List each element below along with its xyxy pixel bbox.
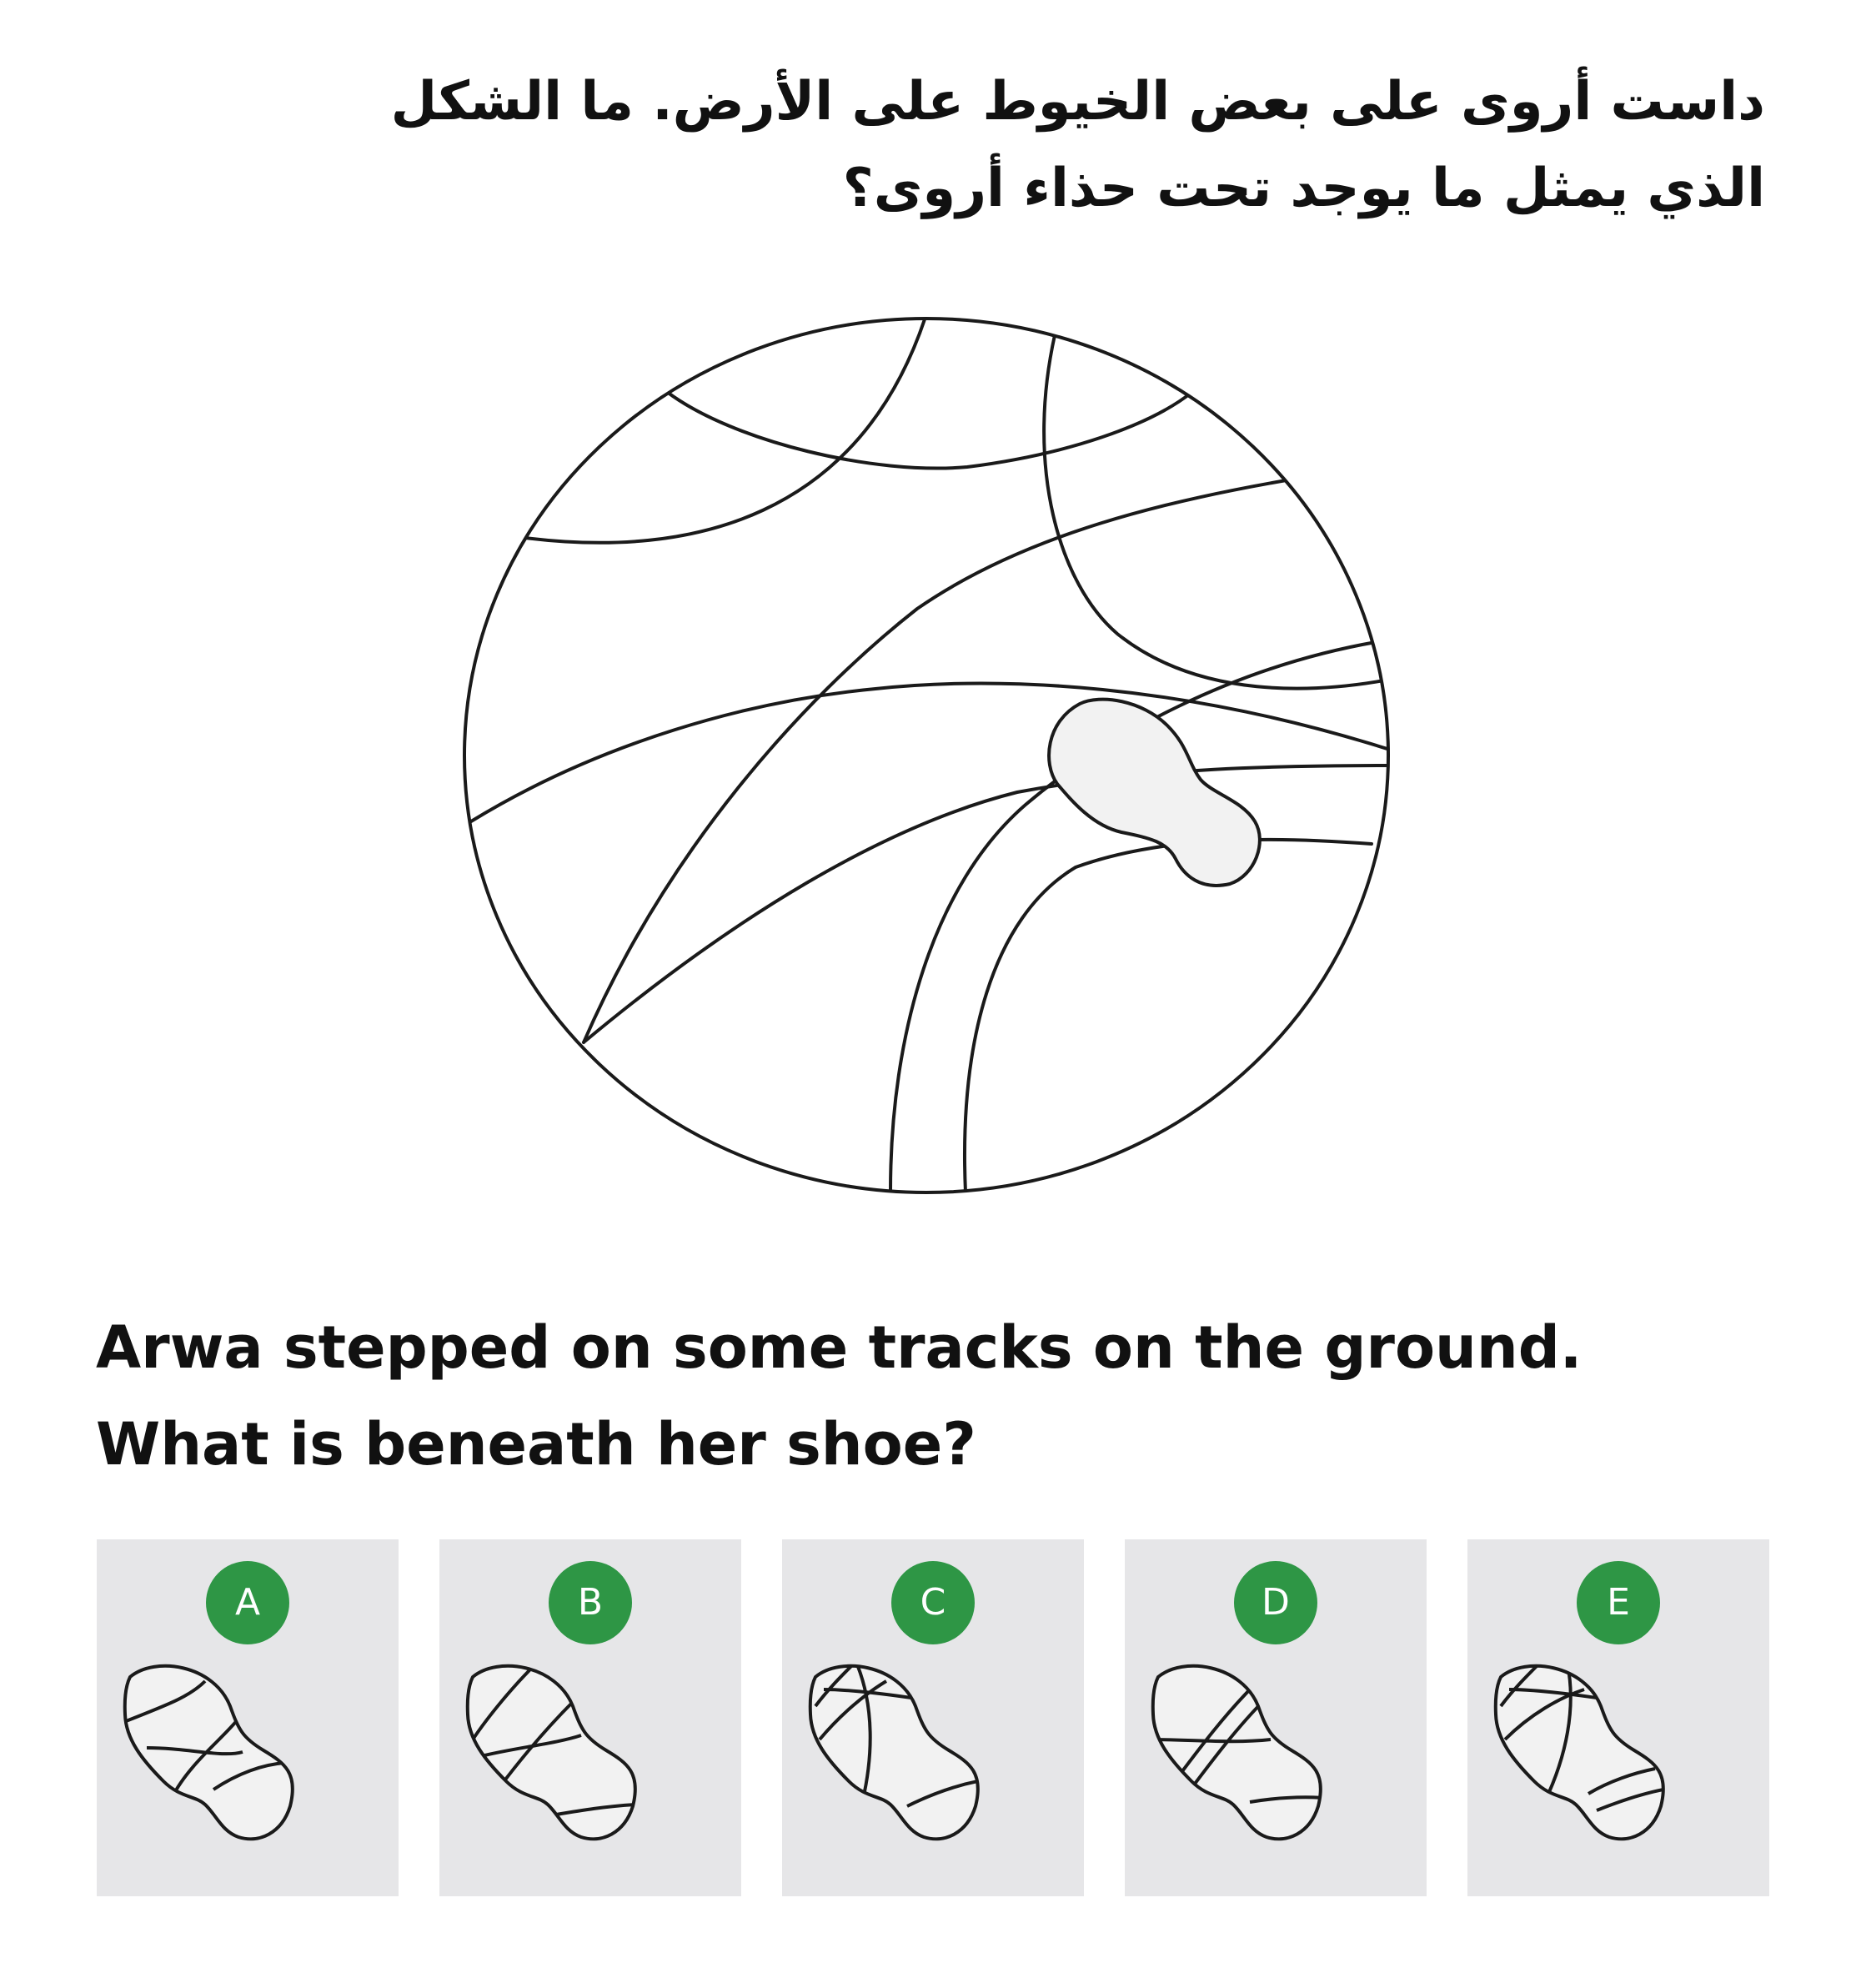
- question-english-line-2: What is beneath her shoe?: [96, 1410, 976, 1478]
- question-arabic: [114, 58, 1765, 232]
- track-line: [667, 392, 1192, 469]
- option-a-badge: A: [206, 1561, 289, 1644]
- option-b[interactable]: [439, 1539, 741, 1896]
- shoe-print-icon: [1049, 700, 1260, 886]
- shoe-print-icon: [439, 1539, 741, 1896]
- answer-options: [97, 1539, 1773, 1896]
- track-line: [965, 840, 1372, 1192]
- question-arabic-line-1: داست أروى على بعض الخيوط على الأرض. ما الشكل: [390, 71, 1765, 133]
- option-c-badge: C: [891, 1561, 975, 1644]
- track-line: [1044, 335, 1384, 689]
- shoe-print-icon: [1125, 1539, 1427, 1896]
- question-english: [96, 1299, 1763, 1493]
- tracks-circle-diagram: [450, 300, 1409, 1217]
- option-c[interactable]: [782, 1539, 1084, 1896]
- option-e-badge: E: [1577, 1561, 1660, 1644]
- tracks-figure: [450, 300, 1409, 1217]
- shoe-print-icon: [782, 1539, 1084, 1896]
- track-line: [584, 766, 1392, 1042]
- option-b-badge: B: [549, 1561, 632, 1644]
- track-line: [471, 684, 1392, 821]
- option-d[interactable]: [1125, 1539, 1427, 1896]
- shoe-print-icon: [1467, 1539, 1769, 1896]
- track-line: [525, 317, 925, 543]
- shoe-print-icon: [97, 1539, 399, 1896]
- option-e[interactable]: [1467, 1539, 1769, 1896]
- question-arabic-line-2: الذي يمثل ما يوجد تحت حذاء أروى؟: [842, 158, 1765, 219]
- question-english-line-1: Arwa stepped on some tracks on the ground.: [96, 1313, 1583, 1382]
- option-a[interactable]: [97, 1539, 399, 1896]
- option-d-badge: D: [1234, 1561, 1317, 1644]
